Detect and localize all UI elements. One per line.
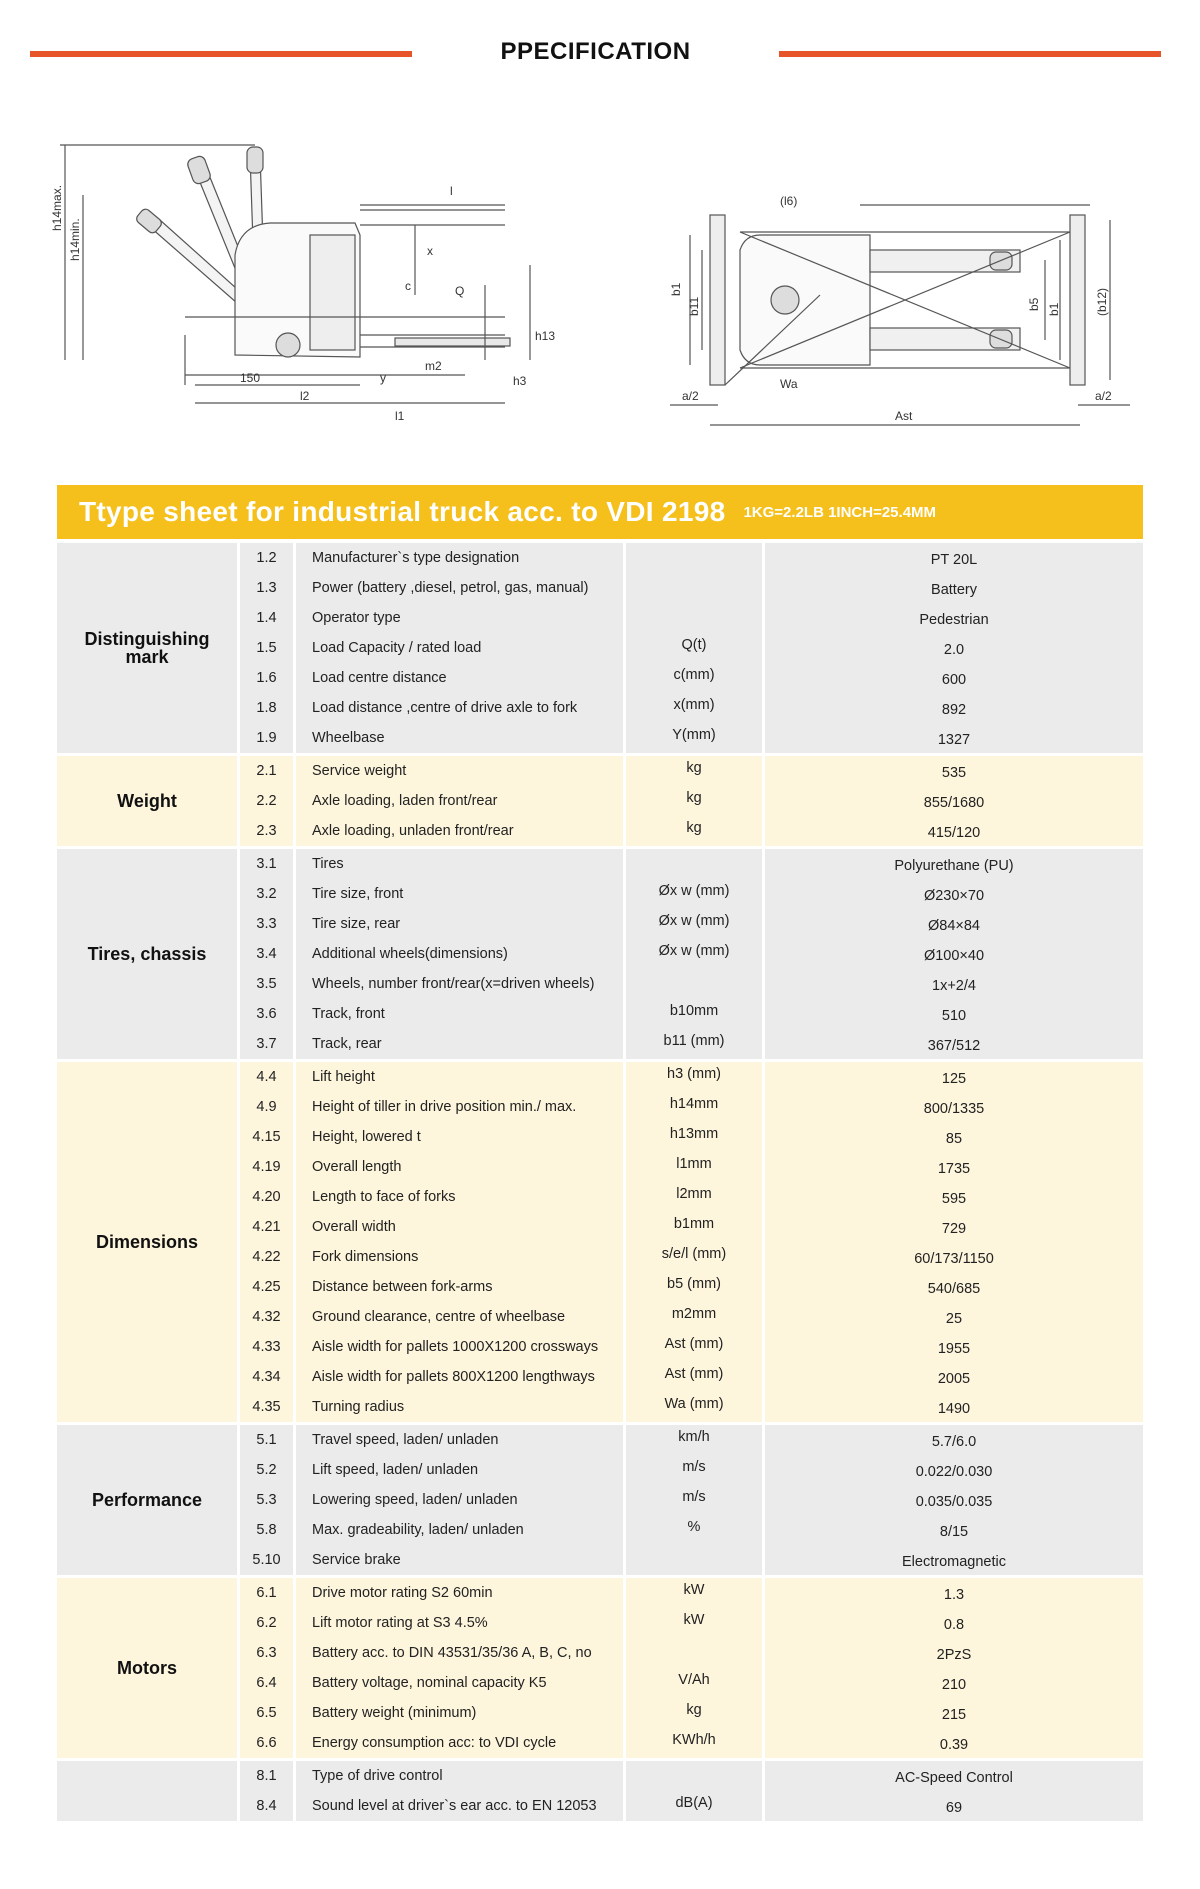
table-row: [57, 849, 1143, 879]
row-number: 1.3: [256, 580, 277, 596]
row-item: Aisle width for pallets 1000X1200 crossways: [312, 1339, 599, 1355]
row-item: Battery weight (minimum): [312, 1705, 477, 1721]
row-value: 210: [941, 1677, 967, 1693]
row-unit: Øx w (mm): [658, 943, 730, 959]
section-rows: [57, 1761, 1143, 1821]
row-unit: b10mm: [669, 1003, 719, 1019]
row-unit: [626, 540, 762, 570]
row-item: Lift motor rating at S3 4.5%: [312, 1615, 488, 1631]
row-unit: m/s: [682, 1459, 706, 1475]
row-number: 6.3: [256, 1645, 277, 1661]
row-value: Polyurethane (PU): [894, 858, 1014, 874]
row-unit: kg: [686, 820, 702, 836]
row-item: Turning radius: [312, 1399, 405, 1415]
table-row: [57, 1212, 1143, 1242]
dim-label-wa: Wa: [780, 377, 798, 391]
row-item: Drive motor rating S2 60min: [312, 1585, 493, 1601]
row-unit: [626, 1542, 762, 1572]
row-number: 1.9: [256, 730, 277, 746]
row-number: 3.3: [256, 916, 277, 932]
row-value: 595: [941, 1191, 967, 1207]
dim-label-b5: b5: [1027, 297, 1041, 311]
row-number: 3.2: [256, 886, 277, 902]
table-row: [57, 1332, 1143, 1362]
row-unit: kg: [686, 760, 702, 776]
table-row: [57, 1668, 1143, 1698]
table-row: [57, 1791, 1143, 1821]
row-unit: kW: [683, 1612, 705, 1628]
row-unit: m/s: [682, 1489, 706, 1505]
table-row: [57, 909, 1143, 939]
table-row: [57, 756, 1143, 786]
top-view-drawing: [669, 194, 1140, 440]
row-item: Ground clearance, centre of wheelbase: [312, 1309, 566, 1325]
row-item: Height, lowered t: [312, 1129, 421, 1145]
row-number: 3.4: [256, 946, 277, 962]
row-value: Electromagnetic: [902, 1554, 1006, 1570]
dim-label-b11: b11: [687, 296, 701, 316]
section-label: Performance: [57, 1425, 237, 1575]
table-row: [57, 663, 1143, 693]
row-item: Height of tiller in drive position min./ max.: [312, 1099, 577, 1115]
row-item: Axle loading, laden front/rear: [312, 793, 498, 809]
row-number: 4.33: [252, 1339, 281, 1355]
dim-label-q: Q: [455, 284, 465, 298]
row-item: Service weight: [312, 763, 407, 779]
row-number: 4.22: [252, 1249, 281, 1265]
table-row: [57, 693, 1143, 723]
section-rows: [57, 1062, 1143, 1422]
table-row: [57, 1242, 1143, 1272]
row-value: Ø100×40: [923, 948, 985, 964]
table-row: [57, 1362, 1143, 1392]
spec-section: [57, 1062, 1143, 1422]
row-number: 4.19: [252, 1159, 281, 1175]
header-rule-left: [30, 51, 412, 57]
dim-label-b12: (b12): [1095, 287, 1109, 316]
row-unit: [626, 1635, 762, 1665]
table-row: [57, 723, 1143, 753]
row-value: 85: [945, 1131, 963, 1147]
row-item: Load distance ,centre of drive axle to fork: [312, 700, 578, 716]
row-value: 1955: [937, 1341, 971, 1357]
spec-section: [57, 543, 1143, 753]
section-rows: [57, 849, 1143, 1059]
table-row: [57, 1425, 1143, 1455]
side-view-svg: [50, 135, 556, 435]
row-number: 4.9: [256, 1099, 277, 1115]
row-value: 510: [941, 1008, 967, 1024]
dim-label-b1-left: b1: [669, 282, 683, 296]
row-unit: [626, 570, 762, 600]
dim-label-l: l: [450, 184, 453, 198]
row-value: 2PzS: [936, 1647, 972, 1663]
row-item: Axle loading, unladen front/rear: [312, 823, 514, 839]
row-number: 4.32: [252, 1309, 281, 1325]
row-number: 3.1: [256, 856, 277, 872]
row-value: 600: [941, 672, 967, 688]
row-value: 0.035/0.035: [915, 1494, 993, 1510]
row-number: 6.4: [256, 1675, 277, 1691]
row-item: Power (battery ,diesel, petrol, gas, manual): [312, 580, 589, 596]
row-value: 729: [941, 1221, 967, 1237]
row-item: Wheelbase: [312, 730, 385, 746]
row-unit: V/Ah: [678, 1672, 710, 1688]
row-unit: Ast (mm): [664, 1336, 724, 1352]
row-value: Battery: [931, 582, 977, 598]
row-item: Type of drive control: [312, 1768, 443, 1784]
section-rows: [57, 543, 1143, 753]
row-number: 4.21: [252, 1219, 281, 1235]
row-number: 1.8: [256, 700, 277, 716]
row-value: 535: [941, 765, 967, 781]
row-value: 1735: [937, 1161, 971, 1177]
row-item: Tire size, front: [312, 886, 404, 902]
row-number: 4.20: [252, 1189, 281, 1205]
row-item: Travel speed, laden/ unladen: [312, 1432, 499, 1448]
row-unit: Øx w (mm): [658, 913, 730, 929]
row-item: Fork dimensions: [312, 1249, 419, 1265]
top-view-svg: [669, 194, 1140, 440]
row-item: Service brake: [312, 1552, 401, 1568]
dim-label-a2-left: a/2: [682, 389, 699, 403]
row-item: Sound level at driver`s ear acc. to EN 12053: [312, 1798, 597, 1814]
row-item: Track, front: [312, 1006, 385, 1022]
row-number: 6.1: [256, 1585, 277, 1601]
row-item: Max. gradeability, laden/ unladen: [312, 1522, 524, 1538]
table-row: [57, 999, 1143, 1029]
row-unit: l1mm: [676, 1156, 712, 1172]
row-value: 215: [941, 1707, 967, 1723]
row-number: 8.1: [256, 1768, 277, 1784]
table-row: [57, 816, 1143, 846]
dim-label-m2: m2: [425, 359, 442, 373]
row-value: 60/173/1150: [914, 1251, 994, 1267]
table-row: [57, 1728, 1143, 1758]
table-row: [57, 1122, 1143, 1152]
row-number: 5.8: [256, 1522, 277, 1538]
row-number: 3.7: [256, 1036, 277, 1052]
row-number: 1.4: [256, 610, 277, 626]
table-row: [57, 1092, 1143, 1122]
row-item: Aisle width for pallets 800X1200 lengthways: [312, 1369, 595, 1385]
row-unit: dB(A): [675, 1795, 713, 1811]
row-number: 3.5: [256, 976, 277, 992]
row-number: 6.5: [256, 1705, 277, 1721]
table-row: [57, 1485, 1143, 1515]
side-view-drawing: [50, 135, 556, 435]
row-value: 0.022/0.030: [915, 1464, 993, 1480]
row-value: 1x+2/4: [932, 978, 976, 994]
row-value: 892: [941, 702, 967, 718]
row-unit: h14mm: [669, 1096, 719, 1112]
row-number: 3.6: [256, 1006, 277, 1022]
dim-label-150: 150: [240, 371, 261, 385]
row-number: 2.2: [256, 793, 277, 809]
section-label: Tires, chassis: [57, 849, 237, 1059]
row-unit: Q(t): [681, 637, 707, 653]
table-row: [57, 1761, 1143, 1791]
row-value: Ø230×70: [923, 888, 985, 904]
dim-label-h14min: h14min.: [68, 218, 82, 261]
row-item: Energy consumption acc: to VDI cycle: [312, 1735, 557, 1751]
row-item: Distance between fork-arms: [312, 1279, 493, 1295]
row-unit: h13mm: [669, 1126, 719, 1142]
row-value: 2.0: [943, 642, 965, 658]
row-value: 855/1680: [923, 795, 985, 811]
row-value: 8/15: [939, 1524, 969, 1540]
row-unit: Y(mm): [672, 727, 716, 743]
table-row: [57, 1029, 1143, 1059]
dim-label-l1: l1: [395, 409, 405, 423]
row-unit: kW: [683, 1582, 705, 1598]
row-unit: b11 (mm): [663, 1033, 725, 1049]
row-number: 1.5: [256, 640, 277, 656]
dim-label-l6: (l6): [780, 194, 798, 208]
spec-table-banner: [57, 485, 1143, 539]
row-value: 1490: [937, 1401, 971, 1417]
table-row: [57, 1272, 1143, 1302]
row-number: 5.10: [252, 1552, 281, 1568]
dim-label-b1-right: b1: [1047, 302, 1061, 316]
page-title: PPECIFICATION: [500, 38, 691, 65]
table-row: [57, 1062, 1143, 1092]
row-unit: b5 (mm): [667, 1276, 721, 1292]
row-item: Overall length: [312, 1159, 402, 1175]
row-number: 1.2: [256, 550, 277, 566]
section-label: Dimensions: [57, 1062, 237, 1422]
row-value: 1327: [937, 732, 971, 748]
spec-section: [57, 1761, 1143, 1821]
section-label: Weight: [57, 756, 237, 846]
row-unit: l2mm: [676, 1186, 712, 1202]
table-row: [57, 1182, 1143, 1212]
row-value: 2005: [937, 1371, 971, 1387]
table-row: [57, 603, 1143, 633]
row-number: 2.1: [256, 763, 277, 779]
row-number: 4.34: [252, 1369, 281, 1385]
row-unit: b1mm: [673, 1216, 715, 1232]
row-item: Length to face of forks: [312, 1189, 456, 1205]
table-row: [57, 1302, 1143, 1332]
row-unit: [626, 846, 762, 876]
row-unit: Ast (mm): [664, 1366, 724, 1382]
row-item: Manufacturer`s type designation: [312, 550, 520, 566]
row-unit: [626, 600, 762, 630]
row-unit: x(mm): [673, 697, 715, 713]
dim-label-h3: h3: [513, 374, 527, 388]
row-unit: km/h: [678, 1429, 710, 1445]
table-row: [57, 1515, 1143, 1545]
table-row: [57, 573, 1143, 603]
row-item: Tire size, rear: [312, 916, 401, 932]
table-row: [57, 879, 1143, 909]
row-item: Additional wheels(dimensions): [312, 946, 508, 962]
row-item: Load centre distance: [312, 670, 447, 686]
row-value: 0.39: [939, 1737, 969, 1753]
row-number: 4.15: [252, 1129, 281, 1145]
table-row: [57, 939, 1143, 969]
table-row: [57, 633, 1143, 663]
row-value: PT 20L: [930, 552, 978, 568]
dim-label-h13: h13: [535, 329, 556, 343]
row-unit: [626, 1758, 762, 1788]
table-row: [57, 1578, 1143, 1608]
row-number: 4.4: [256, 1069, 277, 1085]
row-number: 6.6: [256, 1735, 277, 1751]
row-value: AC-Speed Control: [895, 1770, 1013, 1786]
row-value: Pedestrian: [919, 612, 989, 628]
dim-label-a2-right: a/2: [1095, 389, 1112, 403]
table-row: [57, 1455, 1143, 1485]
row-number: 5.1: [256, 1432, 277, 1448]
row-value: 0.8: [943, 1617, 965, 1633]
table-row: [57, 1608, 1143, 1638]
row-item: Load Capacity / rated load: [312, 640, 482, 656]
table-row: [57, 1545, 1143, 1575]
spec-section: [57, 756, 1143, 846]
row-number: 6.2: [256, 1615, 277, 1631]
row-number: 4.35: [252, 1399, 281, 1415]
row-value: 5.7/6.0: [931, 1434, 977, 1450]
banner-title: Ttype sheet for industrial truck acc. to VDI 2198: [79, 496, 726, 527]
header-rule-right: [779, 51, 1161, 57]
spec-section: [57, 1425, 1143, 1575]
row-number: 8.4: [256, 1798, 277, 1814]
row-value: Ø84×84: [927, 918, 980, 934]
row-number: 1.6: [256, 670, 277, 686]
row-value: 69: [945, 1800, 963, 1816]
row-unit: c(mm): [673, 667, 715, 683]
row-unit: Øx w (mm): [658, 883, 730, 899]
row-unit: h3 (mm): [667, 1066, 721, 1082]
row-unit: m2mm: [671, 1306, 717, 1322]
row-number: 4.25: [252, 1279, 281, 1295]
table-row: [57, 969, 1143, 999]
dim-label-c: c: [405, 279, 411, 293]
table-row: [57, 1698, 1143, 1728]
row-item: Track, rear: [312, 1036, 382, 1052]
section-rows: [57, 756, 1143, 846]
row-item: Overall width: [312, 1219, 396, 1235]
dim-label-h14max: h14max.: [50, 184, 64, 231]
table-row: [57, 1152, 1143, 1182]
row-unit: [626, 966, 762, 996]
row-unit: Wa (mm): [664, 1396, 724, 1412]
row-unit: s/e/l (mm): [661, 1246, 727, 1262]
row-value: 800/1335: [923, 1101, 985, 1117]
dim-label-ast: Ast: [895, 409, 913, 423]
table-row: [57, 1392, 1143, 1422]
spec-section: [57, 1578, 1143, 1758]
row-item: Lift height: [312, 1069, 375, 1085]
row-item: Tires: [312, 856, 344, 872]
row-value: 125: [941, 1071, 967, 1087]
table-row: [57, 543, 1143, 573]
row-value: 1.3: [943, 1587, 965, 1603]
dim-label-x: x: [427, 244, 433, 258]
section-rows: [57, 1425, 1143, 1575]
row-unit: KWh/h: [672, 1732, 716, 1748]
row-value: 367/512: [927, 1038, 981, 1054]
row-unit: %: [687, 1519, 701, 1535]
row-item: Wheels, number front/rear(x=driven wheels): [312, 976, 595, 992]
row-item: Operator type: [312, 610, 401, 626]
row-number: 5.3: [256, 1492, 277, 1508]
row-number: 5.2: [256, 1462, 277, 1478]
row-unit: kg: [686, 790, 702, 806]
dim-label-y: y: [380, 371, 386, 385]
row-value: 25: [945, 1311, 963, 1327]
table-row: [57, 1638, 1143, 1668]
row-number: 2.3: [256, 823, 277, 839]
row-item: Battery voltage, nominal capacity K5: [312, 1675, 547, 1691]
table-row: [57, 786, 1143, 816]
dim-label-l2: l2: [300, 389, 310, 403]
section-rows: [57, 1578, 1143, 1758]
row-item: Lowering speed, laden/ unladen: [312, 1492, 518, 1508]
section-label: Motors: [57, 1578, 237, 1758]
row-item: Lift speed, laden/ unladen: [312, 1462, 479, 1478]
spec-table: [57, 543, 1143, 1824]
row-unit: kg: [686, 1702, 702, 1718]
row-value: 540/685: [927, 1281, 981, 1297]
section-label: Distinguishing mark: [57, 543, 237, 753]
spec-section: [57, 849, 1143, 1059]
row-item: Battery acc. to DIN 43531/35/36 A, B, C, no: [312, 1645, 592, 1661]
banner-conversion-note: 1KG=2.2LB 1INCH=25.4MM: [743, 503, 937, 521]
row-value: 415/120: [927, 825, 981, 841]
